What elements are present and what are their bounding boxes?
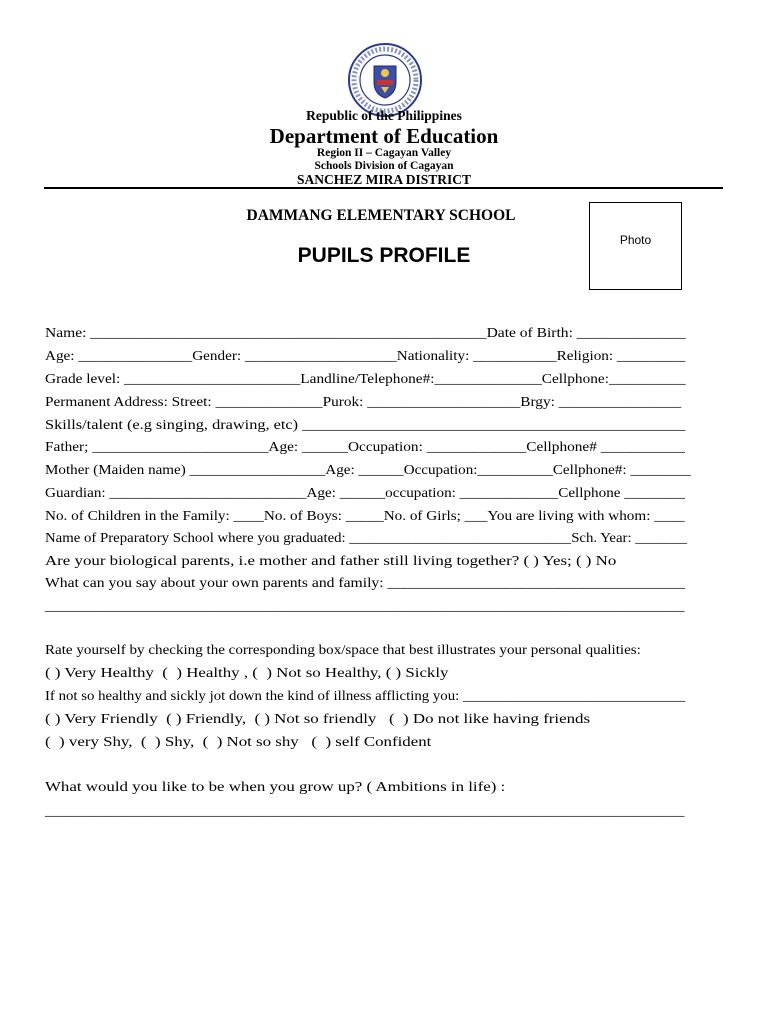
form-line[interactable]: ______________________________________________________________________________________ xyxy=(45,598,685,613)
form-line[interactable]: What can you say about your own parents and family: ______________________________________ xyxy=(45,575,685,590)
form-line[interactable]: ( ) Very Healthy ( ) Healthy , ( ) Not so Healthy, ( ) Sickly xyxy=(45,665,449,680)
form-line[interactable]: Permanent Address: Street: ______________Purok: ____________________Brgy: ________________ xyxy=(45,394,682,409)
deped-seal-icon xyxy=(347,42,423,118)
form-line[interactable]: Mother (Maiden name) __________________Age: ______Occupation:__________Cellphone#: ________ xyxy=(45,462,691,477)
republic-label: Republic of the Philippines xyxy=(306,108,462,123)
form-line[interactable]: Skills/talent (e.g singing, drawing, etc) _______________________________________________ xyxy=(45,417,686,432)
header-divider xyxy=(44,187,723,189)
form-line[interactable]: Age: _______________Gender: ____________________Nationality: ___________Religion: _________ xyxy=(45,348,686,363)
form-line[interactable]: Are your biological parents, i.e mother and father still living together? ( ) Yes; ( ) No xyxy=(45,553,617,568)
form-line[interactable]: Father; _______________________Age: ______Occupation: _____________Cellphone# ___________ xyxy=(45,439,685,454)
form-line: ( ) very Shy, ( ) Shy, ( ) Not so shy ( ) self Confident xyxy=(45,734,432,749)
school-name: DAMMANG ELEMENTARY SCHOOL xyxy=(246,207,516,224)
form-line[interactable]: No. of Children in the Family: ____No. of Boys: _____No. of Girls; ___You are living with whom: ____ xyxy=(45,508,685,523)
form-line[interactable]: If not so healthy and sickly jot down the kind of illness afflicting you: ______________________________ xyxy=(45,688,686,703)
form-line[interactable]: Name: ___________________________________________________Date of Birth: ______________ xyxy=(45,325,686,340)
district-label: SANCHEZ MIRA DISTRICT xyxy=(296,172,472,187)
form-line[interactable]: Grade level: _______________________Landline/Telephone#:______________Cellphone:__________ xyxy=(45,371,686,386)
division-label: Schools Division of Cagayan xyxy=(314,160,454,172)
form-line: Rate yourself by checking the corresponding box/space that best illustrates your personal qualities: xyxy=(45,642,641,657)
form-line: What would you like to be when you grow up? ( Ambitions in life) : xyxy=(45,779,506,794)
form-line[interactable]: ______________________________________________________________________________________ xyxy=(45,803,685,818)
form-line[interactable]: Guardian: __________________________Age: ______occupation: _____________Cellphone ________ xyxy=(45,485,685,500)
photo-label: Photo xyxy=(619,233,652,247)
department-title: Department of Education xyxy=(269,124,499,148)
photo-box xyxy=(589,202,682,290)
form-line[interactable]: Name of Preparatory School where you graduated: ______________________________Sch. Year: _______ xyxy=(45,530,688,545)
form-line[interactable]: ( ) Very Friendly ( ) Friendly, ( ) Not so friendly ( ) Do not like having friends xyxy=(45,711,591,726)
region-label: Region II – Cagayan Valley xyxy=(316,147,452,159)
form-title: PUPILS PROFILE xyxy=(297,244,471,267)
